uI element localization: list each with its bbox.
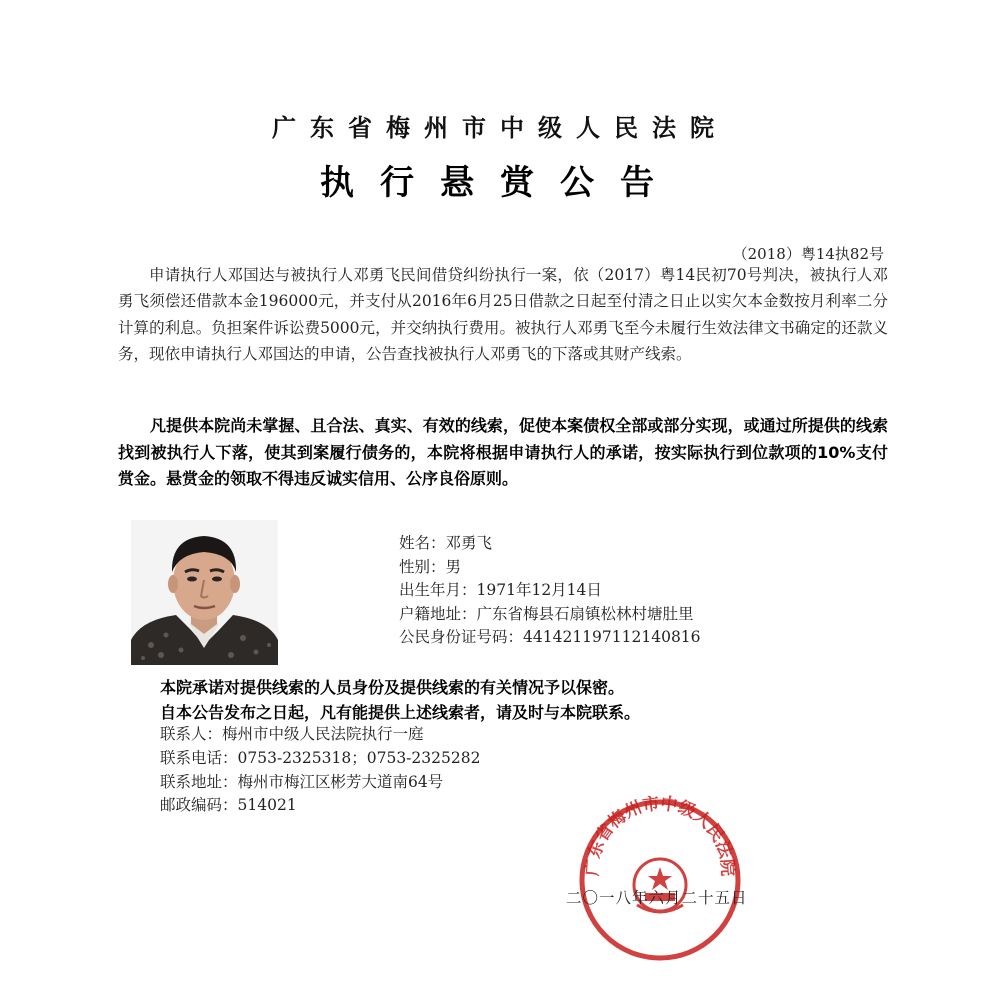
document-title: 执行悬赏公告 xyxy=(320,163,680,203)
contact-phone-value: 0753-2325318；0753-2325282 xyxy=(237,748,481,767)
court-name: 广东省梅州市中级人民法院 xyxy=(272,114,728,142)
postcode-value: 514021 xyxy=(237,796,297,815)
contact-address-row xyxy=(160,771,480,795)
official-seal-stamp xyxy=(575,795,745,965)
contact-person-label: 联系人： xyxy=(160,725,223,743)
person-portrait-image xyxy=(131,520,278,665)
name-row xyxy=(399,532,701,556)
postcode-label: 邮政编码： xyxy=(160,796,238,815)
reward-terms-paragraph: 凡提供本院尚未掌握、且合法、真实、有效的线索，促使本案债权全部或部分实现，或通过所提供的线索找到被执行人下落，使其到案履行债务的，本院将根据申请执行人的承诺，按实际执行到位款项的10%支付赏金。悬赏金的领取不得违反诚实信用、公序良俗原则。 xyxy=(118,416,888,488)
household-address-label: 户籍地址： xyxy=(399,604,477,623)
notice-line-2: 自本公告发布之日起，凡有能提供上述线索者，请及时与本院联系。 xyxy=(160,702,641,722)
id-number-label: 公民身份证号码： xyxy=(399,628,524,646)
contact-phone-row xyxy=(160,747,480,771)
gender-value: 男 xyxy=(445,557,462,576)
contact-person-row xyxy=(160,723,480,747)
contact-block xyxy=(160,723,480,818)
notice-line-1: 本院承诺对提供线索的人员身份及提供线索的有关情况予以保密。 xyxy=(160,678,625,697)
confidentiality-notice xyxy=(160,676,640,725)
gender-label: 性别： xyxy=(399,557,446,576)
case-number: （2018）粤14执82号 xyxy=(732,245,884,263)
name-label: 姓名： xyxy=(399,534,446,552)
id-number-value: 441421197112140816 xyxy=(523,628,701,646)
contact-person-value: 梅州市中级人民法院执行一庭 xyxy=(222,725,424,743)
contact-phone-label: 联系电话： xyxy=(160,748,238,767)
seal-text-path: 广东省梅州市中级人民法院 xyxy=(582,795,738,877)
birth-row xyxy=(399,579,701,603)
court-seal xyxy=(575,795,745,965)
person-photo xyxy=(131,520,278,665)
contact-address-label: 联系地址： xyxy=(160,772,238,791)
name-value: 邓勇飞 xyxy=(445,534,493,552)
contact-address-value: 梅州市梅江区彬芳大道南64号 xyxy=(237,772,444,791)
id-number-row xyxy=(399,626,701,650)
birth-label: 出生年月： xyxy=(399,581,477,599)
seal-text xyxy=(582,795,739,877)
issue-date: 二〇一八年六月二十五日 xyxy=(566,889,748,907)
gender-row xyxy=(399,556,701,580)
household-address-value: 广东省梅县石扇镇松林村塘肚里 xyxy=(476,604,694,623)
household-address-row xyxy=(399,603,701,627)
case-description-paragraph: 申请执行人邓国达与被执行人邓勇飞民间借贷纠纷执行一案，依（2017）粤14民初70号判决，被执行人邓勇飞须偿还借款本金196000元，并支付从2016年6月25日借款之日起至付清之日止以实欠本金数按月利率二分计算的利息。负担案件诉讼费5000元，并交纳执行费用。被执行人邓勇飞至今未履行生效法律文书确定的还款义务，现依申请执行人邓国达的申请，公告查找被执行人邓勇飞的下落或其财产线索。 xyxy=(118,266,888,364)
birth-value: 1971年12月14日 xyxy=(476,581,602,599)
person-info xyxy=(399,532,701,650)
postcode-row xyxy=(160,794,480,818)
